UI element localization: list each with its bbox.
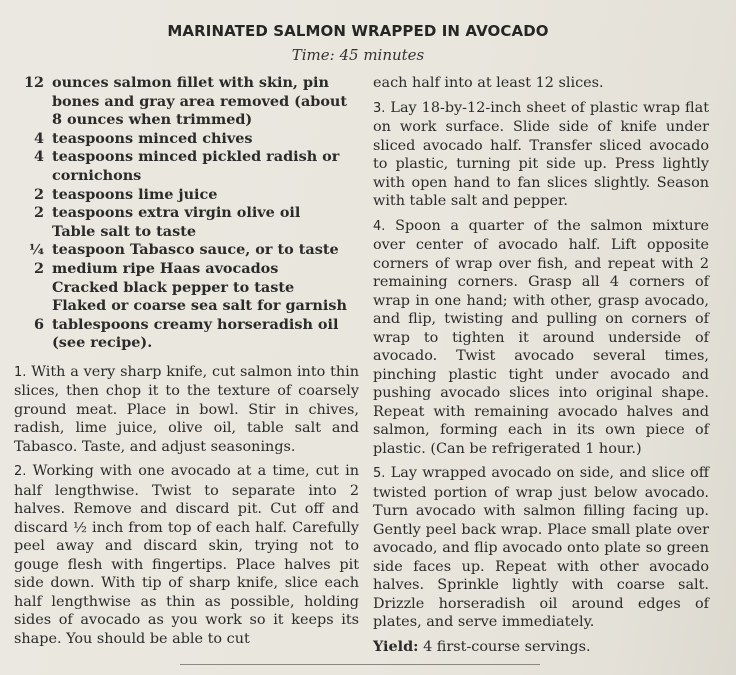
ingredient-item — [14, 148, 359, 185]
ingredient-list — [14, 74, 359, 353]
ingredient-item — [14, 223, 359, 242]
step-number: 4. — [373, 218, 386, 234]
ingredient-qty: 2 — [33, 259, 44, 277]
ingredient-item — [14, 297, 359, 316]
ingredient-item — [14, 241, 359, 260]
step-2-continuation: each half into at least 12 slices. — [373, 75, 604, 91]
step-text: With a very sharp knife, cut salmon into thin slices, then chop it to the texture of coarsely ground meat. Place in bowl. Stir in chives, radish, lime juice, olive oil, table salt and Tabasco. Taste, and adjust seasonings. — [14, 363, 359, 455]
step-text: Spoon a quarter of the salmon mixture over center of avocado half. Lift opposite corners of wrap over fish, and repeat with 2 remaining corners. Grasp all 4 corners of wrap in one hand; with other, grasp avocado, and flip, twisting and pulling on corners of wrap to tighten it around underside of avocado. Twist avocado several times, pinching plastic tight under avocado and pushing avocado slices into original shape. Repeat with remaining avocado halves and salmon, forming each in its own piece of plastic. (Can be refrigerated 1 hour.) — [373, 217, 710, 457]
ingredient-item — [14, 74, 359, 130]
ingredient-qty: ¼ — [28, 241, 44, 259]
ingredient-text: tablespoons creamy horseradish oil (see recipe). — [52, 315, 339, 352]
yield-text: 4 first-course servings. — [423, 638, 591, 655]
ingredient-item — [14, 260, 359, 279]
ingredient-qty: 4 — [33, 148, 44, 166]
ingredient-item — [14, 279, 359, 298]
ingredient-text: teaspoons extra virgin olive oil — [52, 204, 301, 222]
ingredient-text: Cracked black pepper to taste — [52, 278, 295, 296]
yield-label: Yield: — [373, 637, 419, 655]
step-text: Lay wrapped avocado on side, and slice off twisted portion of wrap just below avocado. Turn avocado with salmon filling facing up. Gently peel back wrap. Place small plate over avocado, and flip avocado onto plate so green side faces up. Repeat with other avocado halves. Sprinkle lightly with coarse salt. Drizzle horseradish oil around edges of plates, and serve immediately. — [373, 465, 709, 630]
step-number: 5. — [373, 466, 386, 481]
step-1 — [14, 363, 359, 457]
step-text: Working with one avocado at a time, cut in half lengthwise. Twist to separate into 2 halves. Remove and discard pit. Cut off and discard ½ inch from top of each half. Carefully peel away and discard skin, trying not to gouge flesh with fingertips. Place halves pit side down. With tip of sharp knife, slice each half lengthwise as thin as possible, holding sides of avocado as you work so it keeps its shape. You should be able to cut — [14, 463, 359, 647]
ingredient-text: medium ripe Haas avocados — [52, 259, 279, 277]
right-column — [373, 74, 709, 656]
step-number: 3. — [373, 100, 386, 116]
recipe-title: MARINATED SALMON WRAPPED IN AVOCADO — [167, 22, 549, 40]
ingredient-qty: 4 — [33, 129, 44, 147]
step-2 — [14, 462, 359, 648]
left-column — [14, 74, 359, 654]
bottom-divider — [180, 664, 540, 665]
ingredient-text: teaspoons lime juice — [52, 185, 218, 203]
ingredient-qty: 2 — [33, 204, 44, 222]
ingredient-item — [14, 316, 359, 353]
step-number: 1. — [14, 364, 27, 380]
ingredient-text: teaspoons minced pickled radish or cornichons — [52, 148, 340, 184]
recipe-time: Time: 45 minutes — [291, 46, 425, 64]
ingredient-text: Flaked or coarse sea salt for garnish — [52, 297, 347, 315]
step-4 — [373, 217, 709, 459]
ingredient-text: teaspoon Tabasco sauce, or to taste — [52, 241, 339, 259]
ingredient-text: teaspoons minced chives — [52, 129, 253, 147]
step-3 — [373, 99, 709, 211]
step-5 — [373, 464, 709, 632]
step-text: Lay 18-by-12-inch sheet of plastic wrap flat on work surface. Slide side of knife under sliced avocado half. Transfer sliced avocado to plastic, turning pit side up. Press lightly with open hand to fan slices slightly. Season with table salt and pepper. — [373, 99, 709, 209]
ingredient-item — [14, 130, 359, 149]
ingredient-text: Table salt to taste — [52, 222, 197, 240]
ingredient-qty: 2 — [33, 185, 44, 203]
ingredient-item — [14, 186, 359, 205]
ingredient-qty: 12 — [23, 74, 44, 91]
ingredient-text: ounces salmon fillet with skin, pin bones and gray area removed (about 8 ounces when trimmed) — [52, 74, 348, 129]
recipe-yield — [373, 638, 709, 657]
ingredient-item — [14, 204, 359, 223]
ingredient-qty: 6 — [33, 315, 44, 333]
step-number: 2. — [14, 464, 27, 480]
